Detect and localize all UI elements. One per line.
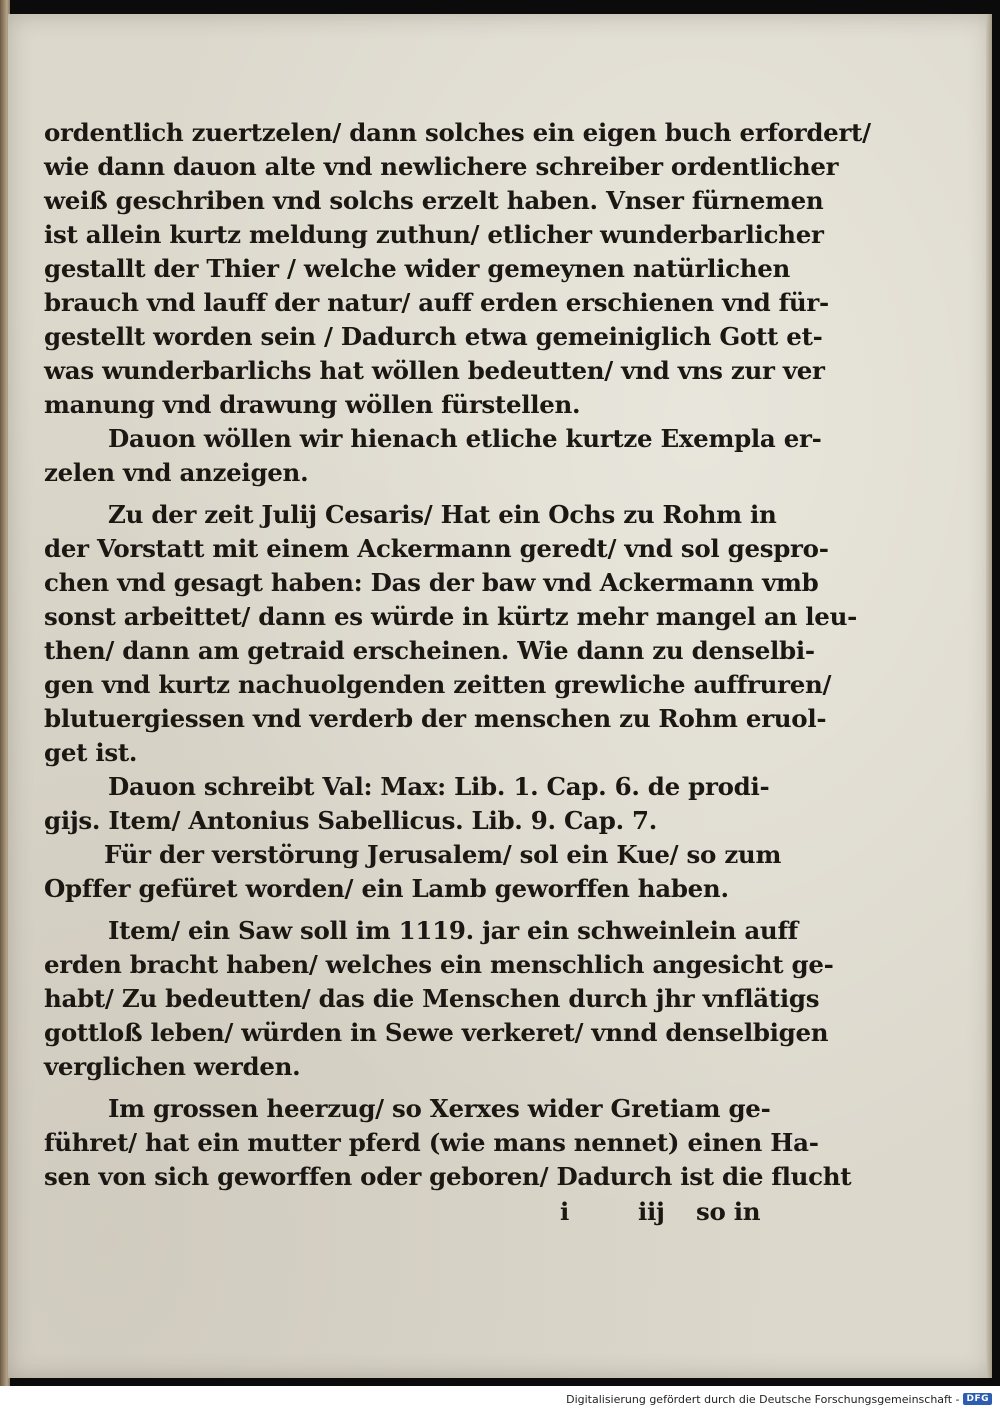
- text-line: Opffer gefüret worden/ ein Lamb geworffen haben.: [44, 874, 729, 903]
- text-line: habt/ Zu bedeutten/ das die Menschen durch jhr vnflätigs: [44, 984, 820, 1013]
- text-line: was wunderbarlichs hat wöllen bedeutten/ vnd vns zur ver: [44, 356, 825, 385]
- text-line: führet/ hat ein mutter pferd (wie mans nennet) einen Ha-: [44, 1128, 819, 1157]
- text-line: gestallt der Thier / welche wider gemeynen natürlichen: [44, 254, 791, 283]
- body-text: [44, 116, 871, 1230]
- signature-line: [44, 1194, 761, 1230]
- text-line: verglichen werden.: [44, 1052, 301, 1081]
- text-line: brauch vnd lauff der natur/ auff erden erschienen vnd für-: [44, 288, 829, 317]
- text-line: manung vnd drawung wöllen fürstellen.: [44, 390, 581, 419]
- footer-credit: Digitalisierung gefördert durch die Deutsche Forschungsgemeinschaft -: [566, 1392, 960, 1406]
- page-right-edge: [986, 14, 992, 1378]
- text-line: ordentlich zuertzelen/ dann solches ein eigen buch erfordert/: [44, 118, 871, 147]
- text-line: zelen vnd anzeigen.: [44, 458, 309, 487]
- text-line: gottloß leben/ würden in Sewe verkeret/ vnnd denselbigen: [44, 1018, 829, 1047]
- text-line: gijs. Item/ Antonius Sabellicus. Lib. 9. Cap. 7.: [44, 806, 658, 835]
- text-line: weiß geschriben vnd solchs erzelt haben. Vnser fürnemen: [44, 186, 824, 215]
- text-line: Item/ ein Saw soll im 1119. jar ein schweinlein auff: [108, 916, 798, 945]
- text-line: Zu der zeit Julij Cesaris/ Hat ein Ochs zu Rohm in: [108, 500, 777, 529]
- text-line: get ist.: [44, 738, 138, 767]
- signature-number: iij: [638, 1197, 665, 1226]
- text-line: Dauon schreibt Val: Max: Lib. 1. Cap. 6. de prodi-: [108, 772, 770, 801]
- text-line: wie dann dauon alte vnd newlichere schreiber ordentlicher: [44, 152, 839, 181]
- text-line: ist allein kurtz meldung zuthun/ etlicher wunderbarlicher: [44, 220, 824, 249]
- text-line: sonst arbeittet/ dann es würde in kürtz mehr mangel an leu-: [44, 602, 857, 631]
- text-line: then/ dann am getraid erscheinen. Wie dann zu denselbi-: [44, 636, 815, 665]
- book-page: [8, 14, 992, 1378]
- text-line: blutuergiessen vnd verderb der menschen zu Rohm eruol-: [44, 704, 827, 733]
- text-line: chen vnd gesagt haben: Das der baw vnd Ackermann vmb: [44, 568, 819, 597]
- text-line: sen von sich geworffen oder geboren/ Dadurch ist die flucht: [44, 1162, 852, 1191]
- dfg-logo-icon[interactable]: DFG: [963, 1393, 992, 1405]
- text-line: Dauon wöllen wir hienach etliche kurtze Exempla er-: [108, 424, 822, 453]
- text-line: gestellt worden sein / Dadurch etwa gemeiniglich Gott et-: [44, 322, 823, 351]
- text-line: Für der verstörung Jerusalem/ sol ein Kue/ so zum: [104, 840, 782, 869]
- text-line: erden bracht haben/ welches ein menschlich angesicht ge-: [44, 950, 834, 979]
- digitization-footer: [566, 1390, 992, 1408]
- text-line: Im grossen heerzug/ so Xerxes wider Gretiam ge-: [108, 1094, 771, 1123]
- catchword: so in: [696, 1197, 761, 1226]
- text-line: gen vnd kurtz nachuolgenden zeitten grewliche auffruren/: [44, 670, 832, 699]
- signature-mark: i: [560, 1197, 570, 1226]
- text-line: der Vorstatt mit einem Ackermann geredt/ vnd sol gespro-: [44, 534, 829, 563]
